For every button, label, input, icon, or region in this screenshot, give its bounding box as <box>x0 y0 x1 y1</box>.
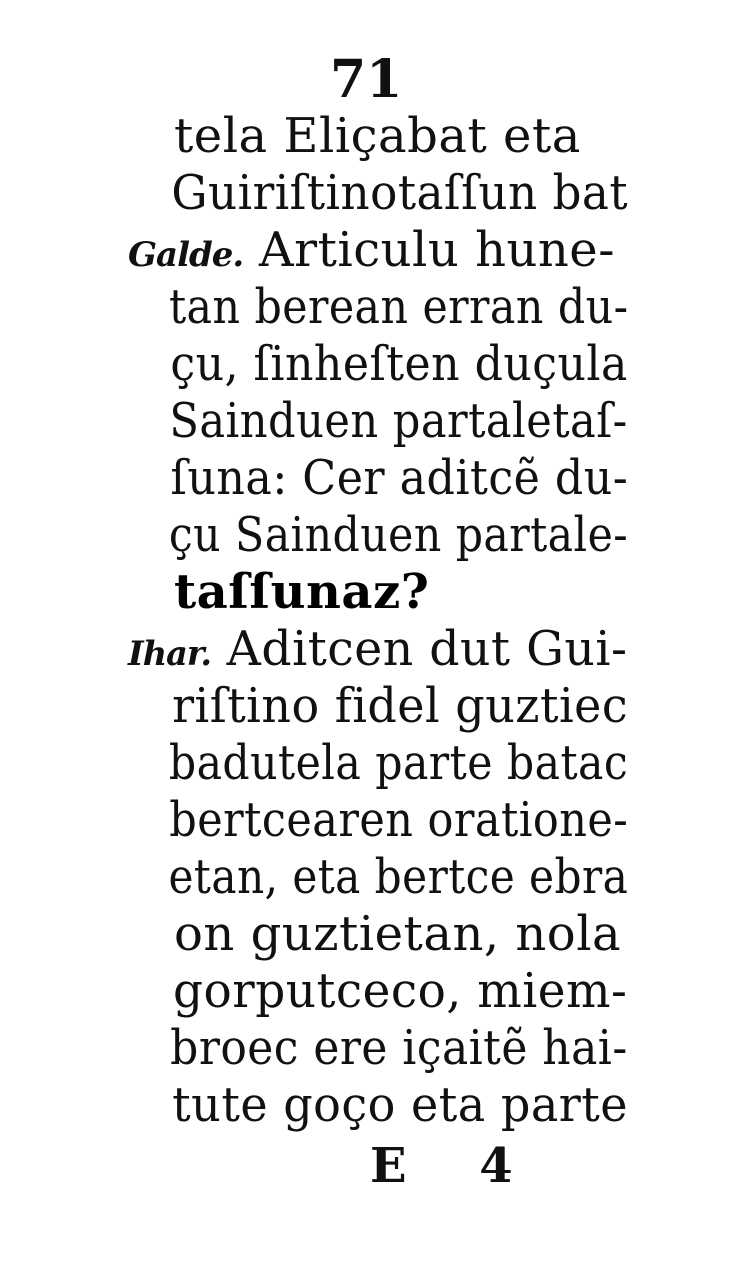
page-number: 71 <box>330 49 403 110</box>
line-text: Sainduen partaletaſ- <box>169 393 628 449</box>
text-line-5 <box>128 336 628 393</box>
text-line-18 <box>128 1077 629 1134</box>
text-line-3 <box>128 222 628 279</box>
line-text: tela Eliçabat eta <box>174 108 581 164</box>
text-line-1 <box>128 108 628 165</box>
text-line-2 <box>128 165 629 222</box>
line-text: ſuna: Cer aditcẽ du- <box>170 450 629 506</box>
line-text: badutela parte batac <box>168 735 629 791</box>
line-text: çu Sainduen partale- <box>168 507 629 563</box>
line-text: on guztietan, nola <box>174 906 622 962</box>
text-line-15 <box>128 906 628 963</box>
line-text: riſtino fidel guztiec <box>172 678 629 734</box>
speaker-marker: Ihar. <box>128 634 212 674</box>
text-line-10 <box>128 621 628 678</box>
text-line-4 <box>128 279 629 336</box>
text-line-16 <box>128 963 628 1020</box>
line-text: gorputceco, miem- <box>172 963 628 1019</box>
speaker-marker: Galde. <box>128 235 244 275</box>
line-text: tute goço eta parte <box>172 1077 629 1133</box>
line-text: bertcearen oratione- <box>169 792 629 848</box>
text-line-9 <box>128 564 628 621</box>
text-line-14 <box>128 849 629 906</box>
line-text: taſſunaz? <box>174 564 430 620</box>
text-line-17 <box>128 1020 628 1077</box>
line-text: Aditcen dut Gui- <box>211 621 628 677</box>
line-text: etan, eta bertce ebra <box>168 849 629 905</box>
line-text: Guiriſtinotaſſun bat <box>171 165 629 221</box>
text-line-6 <box>128 393 628 450</box>
line-text: çu, ſinheſten duçula <box>170 336 628 392</box>
text-line-11 <box>128 678 629 735</box>
line-text: tan berean erran du- <box>168 279 629 335</box>
text-line-13 <box>128 792 629 849</box>
body-text <box>128 108 628 1134</box>
line-text: Articulu hune- <box>243 222 615 278</box>
text-line-12 <box>128 735 629 792</box>
text-line-8 <box>128 507 629 564</box>
signature-mark: E 4 <box>370 1138 541 1194</box>
text-line-7 <box>128 450 629 507</box>
line-text: broec ere içaitẽ hai- <box>170 1020 628 1076</box>
